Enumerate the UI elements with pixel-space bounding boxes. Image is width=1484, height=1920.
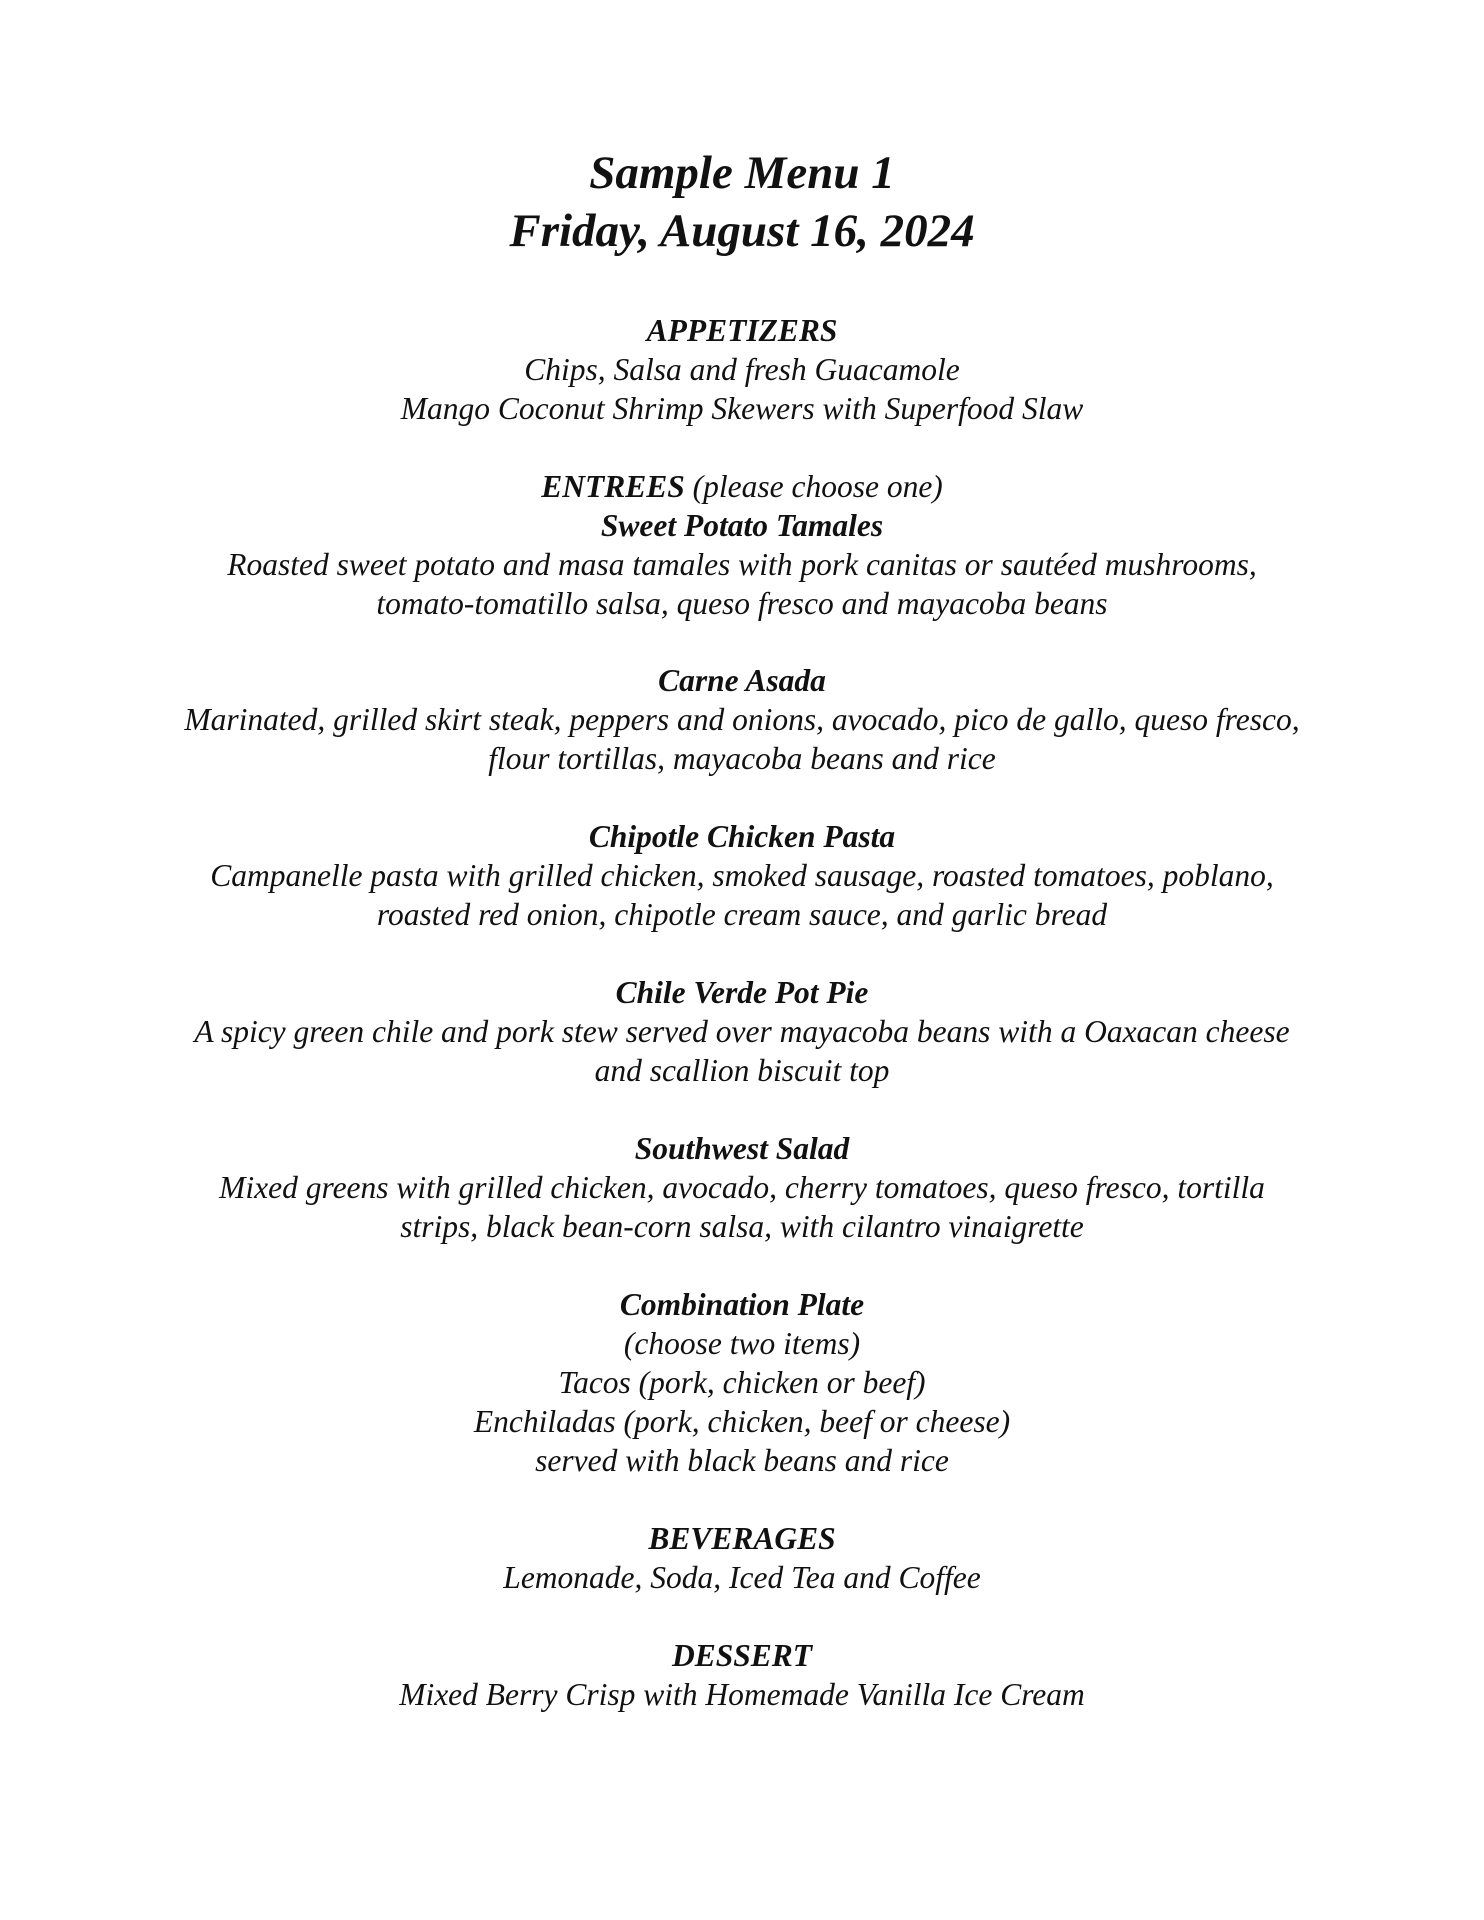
dish-description: flour tortillas, mayacoba beans and rice <box>488 741 996 776</box>
dish-description: Mixed greens with grilled chicken, avocado, cherry tomatoes, queso fresco, tortilla <box>219 1170 1265 1205</box>
dish-description: Roasted sweet potato and masa tamales with pork canitas or sautéed mushrooms, <box>227 547 1257 582</box>
dish-name: Chile Verde Pot Pie <box>615 975 869 1010</box>
dish-description: served with black beans and rice <box>535 1443 949 1478</box>
appetizers-section <box>0 311 1484 428</box>
menu-title <box>0 144 1484 260</box>
entrees-section <box>0 467 1484 623</box>
dish-name: Carne Asada <box>658 663 826 698</box>
entree-carne-asada <box>0 661 1484 778</box>
dish-description: roasted red onion, chipotle cream sauce, and garlic bread <box>376 897 1108 932</box>
entrees-heading: ENTREES <box>541 469 685 504</box>
dish-description: Enchiladas (pork, chicken, beef or cheese) <box>473 1404 1011 1439</box>
entree-chipotle-chicken-pasta <box>0 817 1484 934</box>
entrees-note: (please choose one) <box>684 469 943 504</box>
dessert-heading: DESSERT <box>671 1638 813 1673</box>
dish-name: Sweet Potato Tamales <box>600 508 884 543</box>
beverages-section <box>0 1519 1484 1597</box>
menu-title-name: Sample Menu 1 <box>589 147 895 199</box>
entrees-heading-row <box>0 467 1484 506</box>
menu-title-date: Friday, August 16, 2024 <box>509 205 975 257</box>
dish-description: A spicy green chile and pork stew served over mayacoba beans with a Oaxacan cheese <box>194 1014 1290 1049</box>
dish-description: Tacos (pork, chicken or beef) <box>558 1365 926 1400</box>
dish-description: and scallion biscuit top <box>594 1053 890 1088</box>
beverage-item: Lemonade, Soda, Iced Tea and Coffee <box>503 1560 981 1595</box>
appetizer-item: Mango Coconut Shrimp Skewers with Superfood Slaw <box>400 391 1084 426</box>
dish-description: tomato-tomatillo salsa, queso fresco and mayacoba beans <box>376 586 1108 621</box>
dish-name: Southwest Salad <box>634 1131 850 1166</box>
dish-description: (choose two items) <box>623 1326 861 1361</box>
dish-description: Campanelle pasta with grilled chicken, smoked sausage, roasted tomatoes, poblano, <box>210 858 1274 893</box>
appetizer-item: Chips, Salsa and fresh Guacamole <box>524 352 960 387</box>
entree-combination-plate <box>0 1285 1484 1480</box>
dessert-item: Mixed Berry Crisp with Homemade Vanilla Ice Cream <box>399 1677 1085 1712</box>
appetizers-heading: APPETIZERS <box>646 313 838 348</box>
entree-southwest-salad <box>0 1129 1484 1246</box>
dish-description: strips, black bean-corn salsa, with cilantro vinaigrette <box>400 1209 1084 1244</box>
dish-description: Marinated, grilled skirt steak, peppers and onions, avocado, pico de gallo, queso fresco, <box>184 702 1300 737</box>
dessert-section <box>0 1636 1484 1714</box>
entree-chile-verde-pot-pie <box>0 973 1484 1090</box>
dish-name: Combination Plate <box>619 1287 865 1322</box>
beverages-heading: BEVERAGES <box>648 1521 836 1556</box>
dish-name: Chipotle Chicken Pasta <box>588 819 896 854</box>
